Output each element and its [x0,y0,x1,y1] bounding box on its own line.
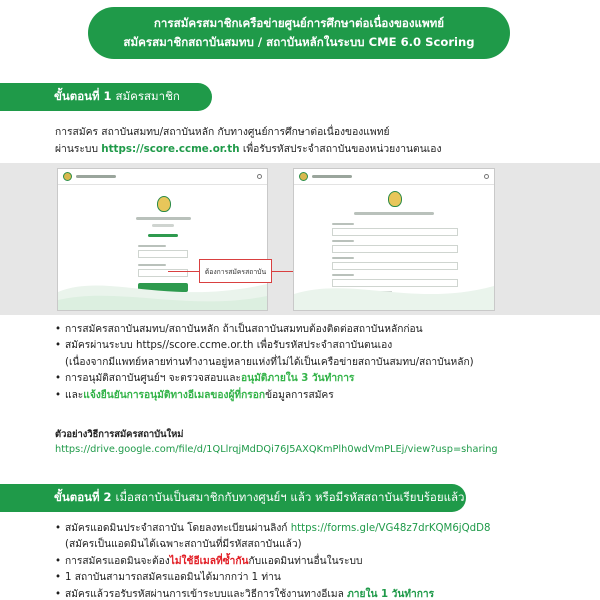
step1-label: ขั้นตอนที่ 1 [54,89,112,103]
bullet-text: กับแอดมินท่านอื่นในระบบ [248,555,363,567]
register-institution-callout: ต้องการสมัครสถาบัน [199,259,272,283]
bullet-text: ข้อมูลการสมัคร [265,389,334,401]
list-item: • 1 สถาบันสามารถสมัครแอดมินได้มากกว่า 1 ท่าน [55,570,600,586]
menu-icon [257,174,262,179]
form-title-line [136,217,191,220]
example-link[interactable]: https://drive.google.com/file/d/1QLlrqjMdDQi76J5AXQKmPlh0wdVmPLEj/view?usp=sharing [55,444,498,455]
menu-icon [484,174,489,179]
step2-label: ขั้นตอนที่ 2 [54,490,112,504]
login-screenshot [57,168,268,311]
step1-bullet-list [55,322,595,404]
form-subtitle-line [152,224,174,227]
list-item [55,587,600,600]
callout-connector-right [272,271,293,272]
crest-icon [157,196,171,212]
logo-icon [63,172,72,181]
step2-title: เมื่อสถาบันเป็นสมาชิกกับทางศูนย์ฯ แล้ว หรือมีรหัสสถาบันเรียบร้อยแล้ว [115,490,465,504]
form-field [332,245,458,253]
bullet-text: การอนุมัติสถาบันศูนย์ฯ จะตรวจสอบและ [65,373,241,385]
form-title-line [354,212,434,215]
step1-intro-prefix: ผ่านระบบ [55,143,98,155]
page-title-banner [88,7,510,59]
score-link[interactable]: https://score.ccme.or.th [101,143,240,155]
decorative-wave [294,262,494,310]
logo-icon [299,172,308,181]
list-item-continuation: (เนื่องจากมีแพทย์หลายท่านทำงานอยู่หลายแห่งที่ไม่ได้เป็นเครือข่ายสถาบันสมทบ/สถาบันหลัก) [65,356,474,368]
field-label-line [332,223,354,225]
no-duplicate-email-highlight: ไม่ใช้อีเมลที่ซ้ำกัน [169,555,249,567]
field-label-line [138,245,166,247]
list-item [55,371,595,387]
step1-header [0,83,212,111]
example-heading: ตัวอย่างวิธีการสมัครสถาบันใหม่ [55,429,184,440]
banner-title-line2: สมัครสมาชิกสถาบันสมทบ / สถาบันหลักในระบบ CME 6.0 Scoring [123,35,475,49]
bullet-text: สมัครแล้วรอรับรหัสผ่านการเข้าระบบและวิธีการใช้งานทางอีเมล [65,588,344,600]
banner-title-line1: การสมัครสมาชิกเครือข่ายศูนย์การศึกษาต่อเนื่องของแพทย์ [153,16,445,30]
list-item: • การสมัครสถาบันสมทบ/สถาบันหลัก ถ้าเป็นสถาบันสมทบต้องติดต่อสถาบันหลักก่อน [55,322,595,338]
field-label-line [332,257,354,259]
list-item-continuation: (สมัครเป็นแอดมินได้เฉพาะสถาบันที่มีรหัสสถาบันแล้ว) [65,539,302,551]
step1-intro [55,124,442,158]
username-field [138,250,188,258]
step1-intro-line1: การสมัคร สถาบันสมทบ/สถาบันหลัก กับทางศูนย์การศึกษาต่อเนื่องของแพทย์ [55,126,390,138]
field-label-line [332,240,354,242]
bullet-text: และ [65,389,84,401]
registration-form-screenshot [293,168,495,311]
topbar-text [312,175,352,178]
step1-title: สมัครสมาชิก [115,89,180,103]
form-field [332,228,458,236]
topbar-text [76,175,116,178]
list-item [55,554,600,570]
password-time-highlight: ภายใน 1 วันทำการ [347,588,435,600]
step1-intro-suffix: เพื่อรับรหัสประจำสถาบันของหน่วยงานตนเอง [242,143,442,155]
form-heading-line [148,234,178,237]
step2-bullet-list [55,521,600,600]
list-item [55,388,595,404]
list-item: • สมัครผ่านระบบ https//score.ccme.or.th เพื่อรับรหัสประจำสถาบันตนเอง [55,338,595,354]
screenshot-topbar [58,169,267,185]
screenshot-topbar [294,169,494,185]
step2-header [0,484,466,512]
bullet-text: การสมัครแอดมินจะต้อง [65,555,170,567]
list-item [55,521,600,537]
callout-connector-left [168,271,199,272]
bullet-text: สมัครแอดมินประจำสถาบัน โดยลงทะเบียนผ่านลิงก์ [65,523,288,534]
email-confirmation-highlight: แจ้งยืนยันการอนุมัติทางอีเมลของผู้ที่กรอก [83,389,266,401]
approval-time-highlight: อนุมัติภายใน 3 วันทำการ [240,373,355,385]
step1-intro-line2 [55,141,442,158]
admin-form-link[interactable]: https://forms.gle/VG48z7drKQM6jQdD8 [290,523,491,534]
crest-icon [388,191,402,207]
